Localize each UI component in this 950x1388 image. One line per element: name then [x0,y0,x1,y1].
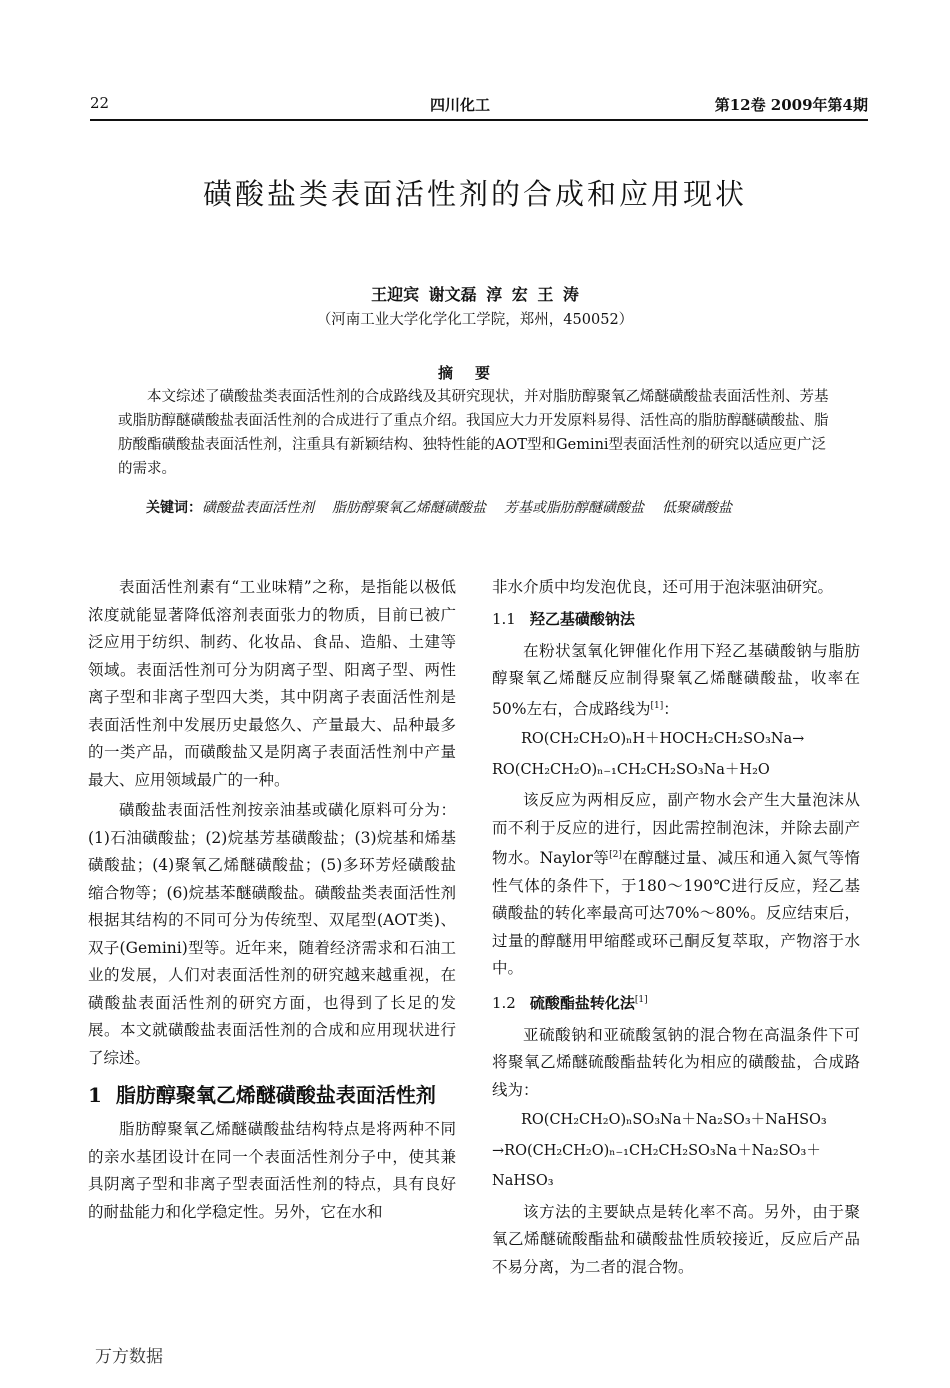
paragraph-text: 在粉状氢氧化钾催化作用下羟乙基磺酸钠与脂肪醇聚氧乙烯醚反应制得聚氧乙烯醚磺酸盐，收率在50%左右，合成路线为 [492,641,860,718]
header-rule [90,119,868,121]
continued-paragraph: 非水介质中均发泡优良，还可用于泡沫驱油研究。 [492,578,834,596]
keywords-label: 关键词： [146,500,202,516]
citation-ref: [1] [634,994,648,1005]
section-title: 脂肪醇聚氧乙烯醚磺酸盐表面活性剂 [115,1083,436,1107]
right-column [492,574,860,1284]
section-1-1-paragraph-2 [492,787,860,983]
page-number: 22 [90,94,110,112]
equation-2-line-1: RO(CH₂CH₂O)ₙSO₃Na＋Na₂SO₃＋NaHSO₃ [521,1112,827,1129]
keyword: 芳基或脂肪醇醚磺酸盐 [504,500,644,516]
paragraph-text: 该反应为两相反应，副产物水会产生大量泡沫从而不利于反应的进行，因此需控制泡沫，并除去副产物水。Naylor等 [492,791,860,868]
paragraph-text: 在醇醚过量、减压和通入氮气等惰性气体的条件下，于180～190℃进行反应，羟乙基磺酸盐的转化率最高可达70%～80%。反应结束后，过量的醇醚用甲缩醛或环己酮反复萃取，产物溶于水中。 [492,849,860,978]
section-1-paragraph: 脂肪醇聚氧乙烯醚磺酸盐结构特点是将两种不同的亲水基团设计在同一个表面活性剂分子中，使其兼具阴离子型和非离子型表面活性剂的特点，具有良好的耐盐能力和化学稳定性。另外，它在水和 [88,1120,456,1221]
equation-2-line-3: NaHSO₃ [492,1173,554,1190]
keyword: 脂肪醇聚氧乙烯醚磺酸盐 [332,500,486,516]
colon: ： [663,699,679,718]
section-number: 1 [88,1083,102,1107]
paper-title: 磺酸盐类表面活性剂的合成和应用现状 [202,177,747,211]
affiliation: （河南工业大学化学化工学院，郑州，450052） [316,312,634,328]
section-1-heading [88,1080,456,1110]
issue-info: 第12卷 2009年第4期 [714,96,868,114]
abstract-text: 本文综述了磺酸盐类表面活性剂的合成路线及其研究现状，并对脂肪醇聚氧乙烯醚磺酸盐表面活性剂、芳基或脂肪醇醚磺酸盐表面活性剂的合成进行了重点介绍。我国应大力开发原料易得、活性高的脂肪醇醚磺酸盐、脂肪酸酯磺酸盐表面活性剂，注重具有新颖结构、独特性能的AOT型和Gemini型表面活性剂的研究以适应更广泛的需求。 [118,389,829,477]
citation-ref: [1] [650,700,664,711]
section-1-1-heading [492,608,860,630]
journal-name: 四川化工 [430,96,491,114]
section-1-2-paragraph: 亚硫酸钠和亚硫酸氢钠的混合物在高温条件下可将聚氧乙烯醚硫酸酯盐转化为相应的磺酸盐，合成路线为： [492,1025,860,1099]
keywords [118,496,833,520]
running-header [90,94,868,120]
author-list: 王迎宾 谢文磊 淳 宏 王 涛 [371,285,579,304]
citation-ref: [2] [609,850,622,861]
equation-1-line-2: RO(CH₂CH₂O)ₙ₋₁CH₂CH₂SO₃Na＋H₂O [492,761,770,778]
equation-2-line-2: →RO(CH₂CH₂O)ₙ₋₁CH₂CH₂SO₃Na＋Na₂SO₃＋ [492,1142,821,1159]
section-1-1-paragraph [492,638,860,724]
equation-1-line-1: RO(CH₂CH₂O)ₙH＋HOCH₂CH₂SO₃Na→ [521,731,805,748]
watermark: 万方数据 [95,1347,163,1367]
section-1-2-heading [492,989,860,1014]
subsection-number: 1.2 [492,993,516,1012]
intro-paragraph-1: 表面活性剂素有“工业味精”之称，是指能以极低浓度就能显著降低溶剂表面张力的物质，目前已被广泛应用于纺织、制药、化妆品、食品、造船、土建等领域。表面活性剂可分为阴离子型、阳离子型、两性离子型和非离子型四大类，其中阴离子表面活性剂是表面活性剂中发展历史最悠久、产量最大、品种最多的一类产品，而磺酸盐又是阴离子表面活性剂中产量最大、应用领域最广的一种。 [88,578,456,789]
intro-paragraph-2: 磺酸盐表面活性剂按亲油基或磺化原料可分为：(1)石油磺酸盐；(2)烷基芳基磺酸盐；(3)烷基和烯基磺酸盐；(4)聚氧乙烯醚磺酸盐；(5)多环芳烃磺酸盐缩合物等；(6)烷基苯醚磺酸盐。磺酸盐类表面活性剂根据其结构的不同可分为传统型、双尾型(AOT类)、双子(Gemini)型等。近年来，随着经济需求和石油工业的发展，人们对表面活性剂的研究越来越重视，在磺酸盐表面活性剂的研究方面，也得到了长足的发展。本文就磺酸盐表面活性剂的合成和应用现状进行了综述。 [88,801,456,1067]
section-1-2-paragraph-2: 该方法的主要缺点是转化率不高。另外，由于聚氧乙烯醚硫酸酯盐和磺酸盐性质较接近，反应后产品不易分离，为二者的混合物。 [492,1202,860,1276]
keyword: 磺酸盐表面活性剂 [202,500,314,516]
left-column [88,574,456,1229]
subsection-number: 1.1 [492,609,516,628]
abstract-heading: 摘要 [437,364,512,382]
keyword: 低聚磺酸盐 [662,500,732,516]
subsection-title: 硫酸酯盐转化法 [529,993,635,1012]
subsection-title: 羟乙基磺酸钠法 [529,609,635,628]
